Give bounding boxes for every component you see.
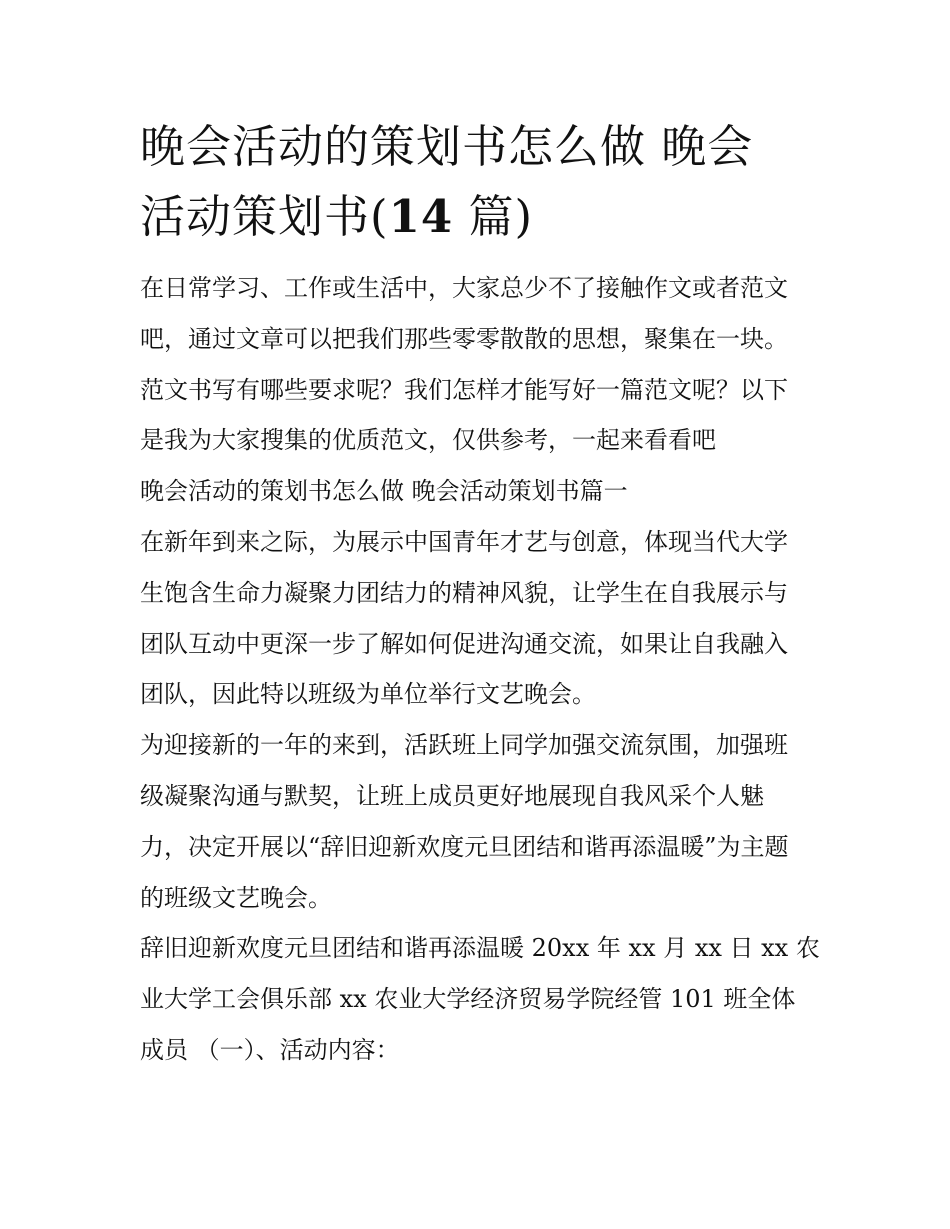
body-line: 力，决定开展以“辞旧迎新欢度元旦团结和谐再添温暖”为主题 — [140, 832, 789, 861]
body-line: 的班级文艺晚会。 — [140, 883, 332, 912]
body-line: 级凝聚沟通与默契，让班上成员更好地展现自我风采个人魅 — [140, 781, 764, 810]
body-line: 生饱含生命力凝聚力团结力的精神风貌，让学生在自我展示与 — [140, 578, 788, 607]
body-line: 团队互动中更深一步了解如何促进沟通交流，如果让自我融入 — [140, 629, 788, 658]
body-line: 成员 （一）、活动内容： — [140, 1035, 400, 1064]
body-line: 业大学工会俱乐部 xx 农业大学经济贸易学院经管 101 班全体 — [140, 985, 796, 1014]
document-title — [140, 112, 820, 252]
document-body — [140, 263, 820, 1076]
body-line: 为迎接新的一年的来到，活跃班上同学加强交流氛围，加强班 — [140, 731, 788, 760]
body-line: 在日常学习、工作或生活中，大家总少不了接触作文或者范文 — [140, 274, 788, 302]
body-line: 吧，通过文章可以把我们那些零零散散的思想，聚集在一块。 — [140, 324, 788, 353]
body-line: 辞旧迎新欢度元旦团结和谐再添温暖 20xx 年 xx 月 xx 日 xx 农 — [140, 934, 820, 963]
section-heading: 晚会活动的策划书怎么做 晚会活动策划书篇一 — [140, 477, 628, 506]
title-line-1: 晚会活动的策划书怎么做 晚会 — [140, 120, 754, 173]
body-line: 是我为大家搜集的优质范文，仅供参考，一起来看看吧 — [140, 426, 716, 455]
body-line: 团队，因此特以班级为单位举行文艺晚会。 — [140, 680, 596, 709]
body-line: 范文书写有哪些要求呢？我们怎样才能写好一篇范文呢？以下 — [140, 375, 788, 404]
document-page — [140, 112, 820, 1076]
title-line-2: 活动策划书(14 篇) — [140, 190, 534, 243]
body-line: 在新年到来之际，为展示中国青年才艺与创意，体现当代大学 — [140, 527, 788, 556]
